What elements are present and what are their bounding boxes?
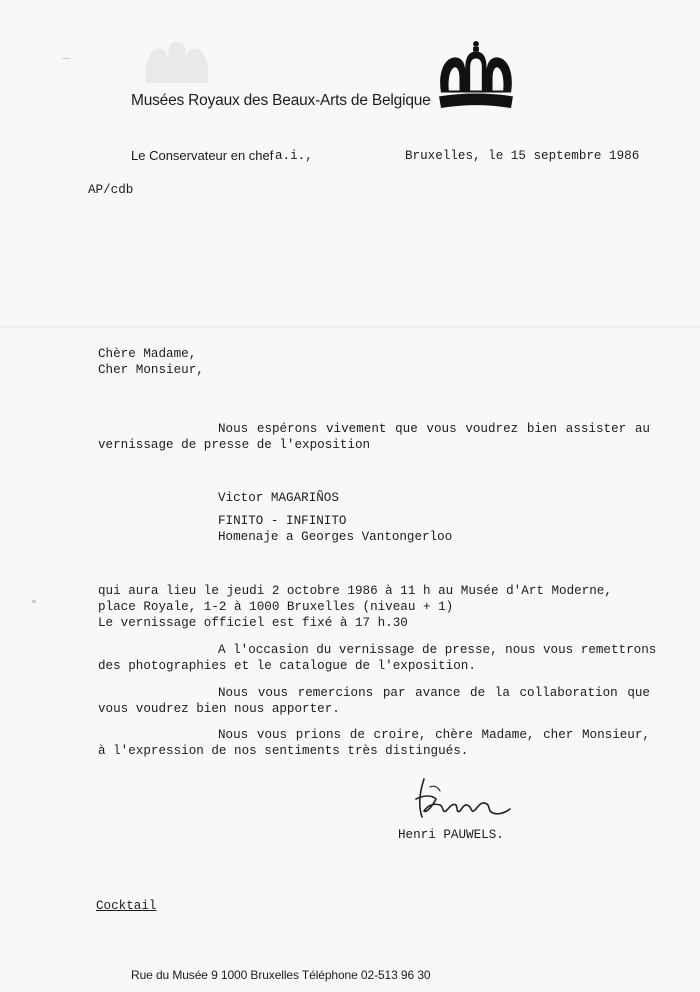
exhibition-subtitle: Homenaje a Georges Vantongerloo — [218, 530, 453, 544]
thanks-line: Nous vous remercions par avance de la collaboration que — [218, 686, 650, 700]
thanks-line: vous voudrez bien nous apporter. — [98, 702, 340, 716]
details-paragraph — [98, 583, 650, 631]
reference-code: AP/cdb — [88, 183, 134, 197]
details-line: place Royale, 1-2 à 1000 Bruxelles (niveau + 1) — [98, 600, 454, 614]
paper-fold-line — [0, 326, 700, 328]
intro-line: Nous espérons vivement que vous voudrez bien assister au — [218, 422, 650, 436]
show-through-crown-icon — [140, 34, 214, 94]
salutation-line: Chère Madame, — [98, 347, 197, 361]
paper-speck — [32, 600, 36, 603]
thanks-paragraph — [98, 685, 650, 717]
sender-suffix: a.i., — [275, 149, 313, 163]
details-line: qui aura lieu le jeudi 2 octobre 1986 à 11 h au Musée d'Art Moderne, — [98, 584, 612, 598]
paper-mark — [62, 58, 70, 59]
handwritten-signature — [410, 775, 520, 825]
signatory-name: Henri PAUWELS. — [398, 828, 504, 842]
closing-line: Nous vous prions de croire, chère Madame, cher Monsieur, — [218, 728, 650, 742]
date-line: Bruxelles, le 15 septembre 1986 — [405, 149, 640, 163]
exhibition-title: FINITO - INFINITO — [218, 514, 347, 528]
salutation-line: Cher Monsieur, — [98, 363, 204, 377]
details-line: Le vernissage officiel est fixé à 17 h.30 — [98, 616, 408, 630]
crown-icon — [437, 40, 515, 110]
sender-title: Le Conservateur en chef — [131, 148, 274, 163]
exhibition-block — [218, 490, 452, 545]
press-paragraph — [98, 642, 657, 674]
cocktail-note: Cocktail — [96, 899, 157, 913]
press-line: A l'occasion du vernissage de presse, nous vous remettrons — [218, 643, 657, 657]
institution-name: Musées Royaux des Beaux-Arts de Belgique — [131, 92, 431, 109]
closing-paragraph — [98, 727, 650, 759]
intro-paragraph — [98, 421, 650, 453]
press-line: des photographies et le catalogue de l'exposition. — [98, 659, 476, 673]
footer-address: Rue du Musée 9 1000 Bruxelles Téléphone 02-513 96 30 — [131, 968, 431, 982]
artist-name: Victor MAGARIÑOS — [218, 491, 339, 505]
intro-line: vernissage de presse de l'exposition — [98, 438, 371, 452]
closing-line: à l'expression de nos sentiments très distingués. — [98, 744, 469, 758]
